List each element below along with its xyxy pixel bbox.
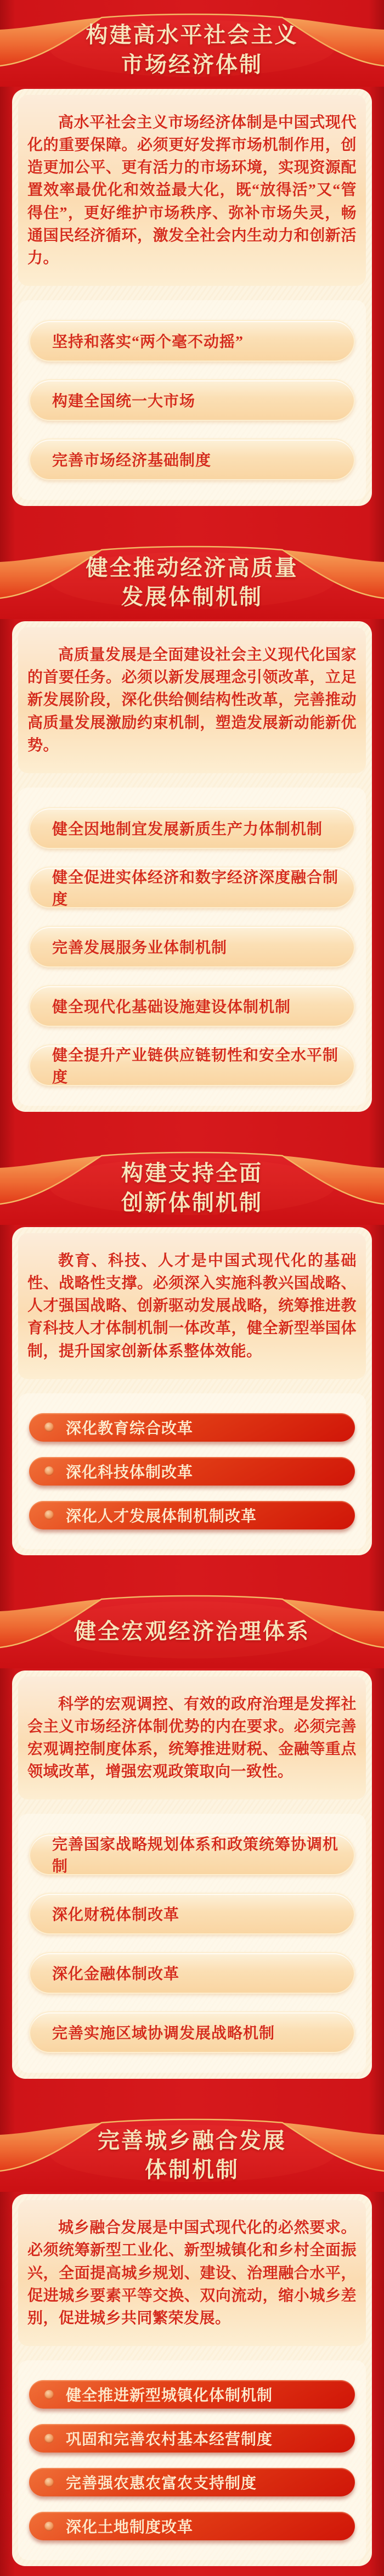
list-item-label: 健全推进新型城镇化体制机制 (66, 2387, 273, 2405)
section-card (12, 1227, 372, 1555)
section-high-quality-development (0, 537, 384, 1112)
list-item-label: 完善国家战略规划体系和政策统筹协调机制 (52, 1836, 339, 1876)
list-item-pill (29, 2512, 355, 2540)
section-title (0, 13, 384, 87)
list-item-pill (29, 2011, 355, 2053)
section-paragraph: 教育、科技、人才是中国式现代化的基础性、战略性支撑。必须深入实施科教兴国战略、人才强国战略、创新驱动发展战略，统筹推进教育科技人才体制机制一体改革，健全新型举国体制，提升国家创新体系整体效能。 (18, 1233, 366, 1379)
section-item-list (18, 300, 366, 500)
bullet-dot-icon (44, 2478, 54, 2487)
list-item-label: 健全促进实体经济和数字经济深度融合制度 (52, 869, 339, 908)
section-title (0, 2118, 384, 2192)
list-item-pill (29, 985, 355, 1027)
list-item-pill (29, 2468, 355, 2496)
list-item-label: 深化金融体制改革 (52, 1966, 180, 1983)
list-item-label: 构建全国统一大市场 (52, 393, 196, 410)
list-item-label: 完善实施区域协调发展战略机制 (52, 2025, 275, 2043)
section-title (0, 545, 384, 619)
section-macro-governance (0, 1586, 384, 2079)
list-item-label: 坚持和落实“两个毫不动摇” (52, 334, 244, 351)
list-item-label: 健全提升产业链供应链韧性和安全水平制度 (52, 1047, 339, 1086)
section-banner (0, 1586, 384, 1668)
section-item-list (18, 788, 366, 1106)
section-title (0, 1151, 384, 1225)
section-title-line2: 体制机制 (145, 2157, 239, 2183)
section-title-line2: 市场经济体制 (121, 52, 263, 77)
bullet-dot-icon (44, 1466, 54, 1476)
section-innovation (0, 1143, 384, 1555)
list-item-label: 深化财税体制改革 (52, 1906, 180, 1924)
section-paragraph: 城乡融合发展是中国式现代化的必然要求。必须统筹新型工业化、新型城镇化和乡村全面振兴，全面提高城乡规划、建设、治理融合水平，促进城乡要素平等交换、双向流动，缩小城乡差别，促进城乡共同繁荣发展。 (18, 2200, 366, 2346)
list-item-pill (29, 1893, 355, 1934)
section-title-line2: 发展体制机制 (121, 584, 263, 610)
section-paragraph: 高水平社会主义市场经济体制是中国式现代化的重要保障。必须更好发挥市场机制作用，创造更加公平、更有活力的市场环境，实现资源配置效率最优化和效益最大化，既“放得活”又“管得住”，更好维护市场秩序、弥补市场失灵，畅通国民经济循环，激发全社会内生动力和创新活力。 (18, 95, 366, 286)
section-card (12, 1671, 372, 2079)
list-item-pill (29, 1413, 355, 1442)
list-item-label: 深化土地制度改革 (66, 2519, 194, 2536)
section-banner (0, 4, 384, 87)
list-item-pill (29, 926, 355, 968)
section-banner (0, 2110, 384, 2192)
section-urban-rural (0, 2110, 384, 2566)
section-banner (0, 537, 384, 619)
section-title-line1: 健全宏观经济治理体系 (74, 1618, 310, 1644)
section-paragraph: 科学的宏观调控、有效的政府治理是发挥社会主义市场经济体制优势的内在要求。必须完善宏观调控制度体系，统筹推进财税、金融等重点领域改革，增强宏观政策取向一致性。 (18, 1677, 366, 1800)
list-item-label: 完善发展服务业体制机制 (52, 939, 228, 957)
section-item-list (18, 1814, 366, 2073)
section-title-line1: 构建高水平社会主义 (86, 23, 298, 48)
list-item-pill (29, 1833, 355, 1875)
section-title-line1: 完善城乡融合发展 (98, 2128, 286, 2153)
section-title (0, 1595, 384, 1668)
bullet-dot-icon (44, 2434, 54, 2443)
list-item-label: 完善市场经济基础制度 (52, 452, 212, 470)
bullet-dot-icon (44, 1510, 54, 1520)
list-item-label: 健全因地制宜发展新质生产力体制机制 (52, 820, 323, 838)
list-item-pill (29, 1501, 355, 1529)
bullet-dot-icon (44, 2390, 54, 2399)
list-item-label: 巩固和完善农村基本经营制度 (66, 2431, 273, 2449)
list-item-pill (29, 807, 355, 849)
list-item-pill (29, 379, 355, 421)
list-item-pill (29, 1457, 355, 1486)
bullet-dot-icon (44, 2522, 54, 2531)
list-item-pill (29, 1044, 355, 1086)
section-card (12, 89, 372, 506)
list-item-pill (29, 867, 355, 908)
list-item-label: 健全现代化基础设施建设体制机制 (52, 998, 291, 1016)
section-title-line1: 健全推动经济高质量 (86, 555, 298, 580)
list-item-pill (29, 2380, 355, 2409)
section-banner (0, 1143, 384, 1225)
list-item-pill (29, 2424, 355, 2453)
section-item-list (18, 2360, 366, 2560)
list-item-label: 完善强农惠农富农支持制度 (66, 2475, 257, 2493)
section-card (12, 2194, 372, 2566)
list-item-label: 深化科技体制改革 (66, 1464, 194, 1481)
list-item-pill (29, 320, 355, 362)
section-title-line1: 构建支持全面 (121, 1161, 263, 1186)
section-market-economy (0, 4, 384, 506)
list-item-label: 深化人才发展体制机制改革 (66, 1508, 257, 1525)
section-title-line2: 创新体制机制 (121, 1190, 263, 1215)
list-item-pill (29, 1952, 355, 1994)
bullet-dot-icon (44, 1422, 54, 1432)
list-item-pill (29, 438, 355, 480)
section-item-list (18, 1393, 366, 1549)
section-card (12, 621, 372, 1112)
section-paragraph: 高质量发展是全面建设社会主义现代化国家的首要任务。必须以新发展理念引领改革，立足新发展阶段，深化供给侧结构性改革，完善推动高质量发展激励约束机制，塑造发展新动能新优势。 (18, 627, 366, 773)
list-item-label: 深化教育综合改革 (66, 1420, 194, 1437)
